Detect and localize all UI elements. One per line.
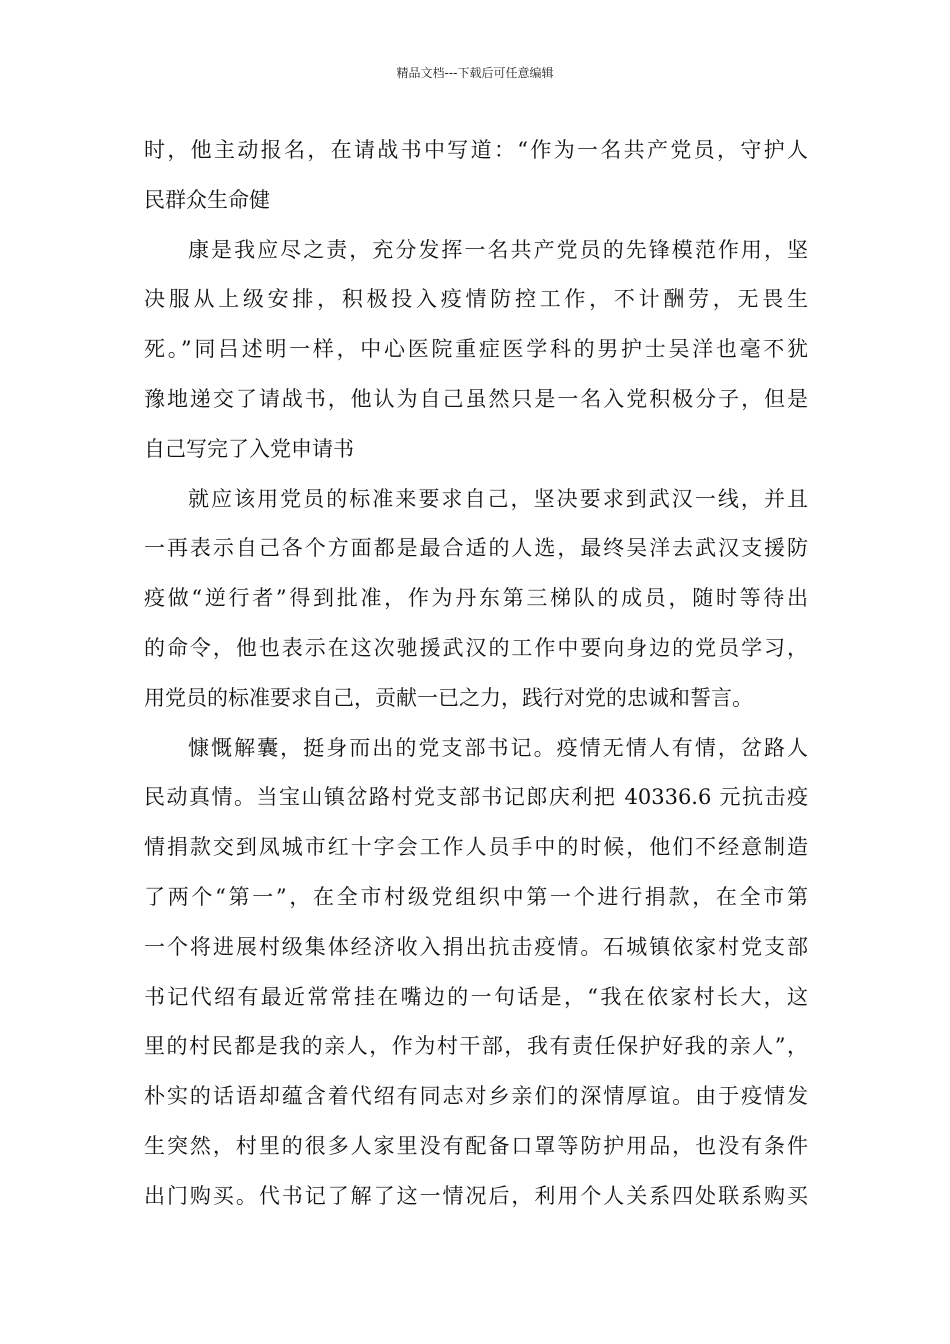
text-line: 书记代绍有最近常常挂在嘴边的一句话是，“我在依家村长大，这 xyxy=(144,984,808,1009)
text-line: 情捐款交到凤城市红十字会工作人员手中的时候，他们不经意制造 xyxy=(144,835,808,860)
text-line: 的命令，他也表示在这次驰援武汉的工作中要向身边的党员学习， xyxy=(144,635,808,660)
text-line: 豫地递交了请战书，他认为自己虽然只是一名入党积极分子，但是 xyxy=(144,386,808,411)
text-line: 朴实的话语却蕴含着代绍有同志对乡亲们的深情厚谊。由于疫情发 xyxy=(144,1084,808,1109)
text-line: 民群众生命健 xyxy=(144,187,270,212)
text-line: 一再表示自己各个方面都是最合适的人选，最终吴洋去武汉支援防 xyxy=(144,536,808,561)
text-line: 里的村民都是我的亲人，作为村干部，我有责任保护好我的亲人”， xyxy=(144,1034,808,1059)
text-line: 用党员的标准要求自己，贡献一已之力，践行对党的忠诚和誓言。 xyxy=(144,685,753,710)
text-line: 时，他主动报名，在请战书中写道：“作为一名共产党员，守护人 xyxy=(144,138,808,162)
text-line: 康是我应尽之责，充分发挥一名共产党员的先锋模范作用，坚 xyxy=(188,237,808,262)
page-header: 精品文档---下载后可任意编辑 xyxy=(396,66,554,80)
document-body xyxy=(144,126,808,1222)
text-line: 一个将进展村级集体经济收入捐出抗击疫情。石城镇依家村党支部 xyxy=(144,934,808,959)
text-line: 疫做“逆行者”得到批准，作为丹东第三梯队的成员，随时等待出 xyxy=(144,586,808,611)
text-line: 自己写完了入党申请书 xyxy=(144,436,354,461)
text-line: 就应该用党员的标准来要求自己，坚决要求到武汉一线，并且 xyxy=(188,486,808,511)
text-line: 生突然，村里的很多人家里没有配备口罩等防护用品，也没有条件 xyxy=(144,1133,808,1158)
text-line: 决服从上级安排，积极投入疫情防控工作，不计酬劳，无畏生 xyxy=(144,287,808,312)
text-line: 了两个“第一”，在全市村级党组织中第一个进行捐款，在全市第 xyxy=(144,884,808,909)
text-line: 民动真情。当宝山镇岔路村党支部书记郎庆利把 40336.6 元抗击疫 xyxy=(144,785,808,810)
text-line: 出门购买。代书记了解了这一情况后，利用个人关系四处联系购买 xyxy=(144,1183,808,1208)
text-line: 死。”同吕述明一样，中心医院重症医学科的男护士吴洋也毫不犹 xyxy=(144,337,808,362)
text-line: 慷慨解囊，挺身而出的党支部书记。疫情无情人有情，岔路人 xyxy=(188,735,808,760)
